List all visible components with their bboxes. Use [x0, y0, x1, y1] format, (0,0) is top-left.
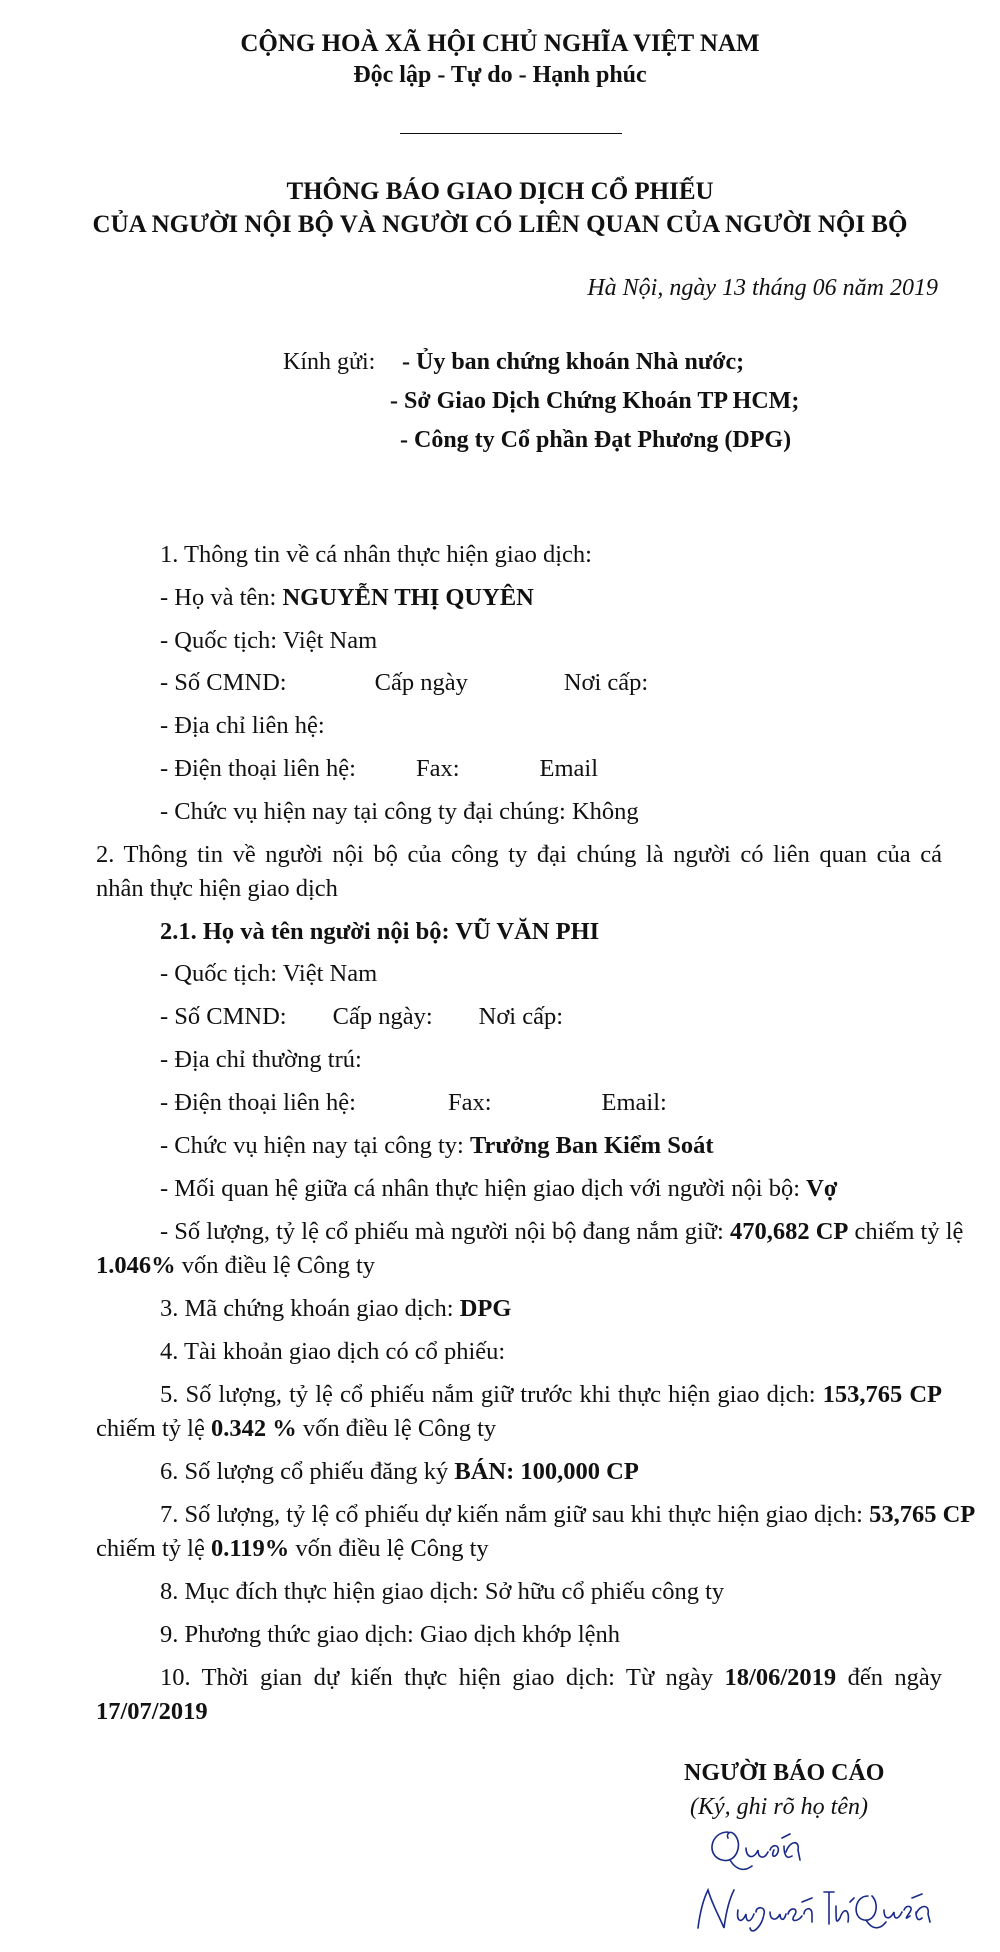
section2-relation-row: [160, 1172, 837, 1206]
register-value: BÁN: 100,000 CP: [454, 1458, 639, 1485]
before-ratio-label: chiếm tỷ lệ: [96, 1415, 211, 1442]
insider-name: VŨ VĂN PHI: [455, 918, 600, 945]
id-label: - Số CMND:: [160, 669, 287, 696]
section6-row: [160, 1455, 639, 1489]
email-label: Email:: [601, 1089, 667, 1116]
section10-line1: [160, 1661, 942, 1695]
section1-position: - Chức vụ hiện nay tại công ty đại chúng: Không: [160, 798, 639, 825]
section2-address: - Địa chỉ thường trú:: [160, 1046, 362, 1073]
document-title-line1: THÔNG BÁO GIAO DỊCH CỔ PHIẾU: [286, 178, 714, 205]
document-date: Hà Nội, ngày 13 tháng 06 năm 2019: [587, 275, 938, 301]
name-label: - Họ và tên:: [160, 584, 283, 611]
position-label: - Chức vụ hiện nay tại công ty:: [160, 1132, 470, 1159]
ticker-label: 3. Mã chứng khoán giao dịch:: [160, 1295, 460, 1322]
section9-row: 9. Phương thức giao dịch: Giao dịch khớp lệnh: [160, 1621, 621, 1648]
ticker-value: DPG: [459, 1295, 512, 1322]
period-to-label: đến ngày: [836, 1664, 942, 1691]
holding-suffix: vốn điều lệ Công ty: [175, 1252, 376, 1279]
after-label: 7. Số lượng, tỷ lệ cổ phiếu dự kiến nắm giữ sau khi thực hiện giao dịch:: [160, 1501, 870, 1528]
section2-contact-row: [160, 1086, 667, 1120]
section2-position-row: [160, 1129, 714, 1163]
section1-heading: 1. Thông tin về cá nhân thực hiện giao dịch:: [160, 541, 592, 568]
fax-label: Fax:: [415, 755, 460, 782]
national-title: CỘNG HOÀ XÃ HỘI CHỦ NGHĨA VIỆT NAM: [240, 30, 760, 57]
section1-contact-row: [160, 752, 598, 786]
period-start: 18/06/2019: [724, 1664, 837, 1691]
signature-title: NGƯỜI BÁO CÁO: [684, 1760, 885, 1786]
register-label: 6. Số lượng cổ phiếu đăng ký: [160, 1458, 455, 1485]
section2-id-row: [160, 1000, 563, 1034]
section7-line1: [160, 1498, 976, 1532]
before-suffix: vốn điều lệ Công ty: [296, 1415, 497, 1442]
section7-line2: [96, 1532, 489, 1566]
before-shares: 153,765 CP: [822, 1381, 942, 1408]
handwritten-signature-short: [700, 1820, 830, 1880]
holding-ratio-label: chiếm tỷ lệ: [848, 1218, 964, 1245]
section5-line2: [96, 1412, 496, 1446]
fax-label: Fax:: [447, 1089, 492, 1116]
section2-heading-line2: nhân thực hiện giao dịch: [96, 875, 338, 902]
section1-id-row: [160, 666, 648, 700]
relation-value: Vợ: [806, 1175, 838, 1202]
recipient-item: - Công ty Cổ phần Đạt Phương (DPG): [400, 427, 792, 453]
section3-row: [160, 1292, 511, 1326]
before-ratio: 0.342 %: [210, 1415, 297, 1442]
issue-date-label: Cấp ngày: [374, 669, 468, 696]
section5-line1: [160, 1378, 942, 1412]
relation-label: - Mối quan hệ giữa cá nhân thực hiện giao dịch với người nội bộ:: [160, 1175, 807, 1202]
recipients-label: Kính gửi:: [283, 349, 376, 375]
phone-label: - Điện thoại liên hệ:: [160, 755, 356, 782]
period-label: 10. Thời gian dự kiến thực hiện giao dịch: Từ ngày: [160, 1664, 725, 1691]
issue-place-label: Nơi cấp:: [478, 1003, 564, 1030]
recipient-item: - Ủy ban chứng khoán Nhà nước;: [402, 349, 745, 375]
header-divider: [400, 133, 622, 134]
after-ratio-label: chiếm tỷ lệ: [96, 1535, 211, 1562]
insider-row: [160, 915, 599, 949]
id-label: - Số CMND:: [160, 1003, 287, 1030]
holding-ratio: 1.046%: [96, 1252, 176, 1279]
name-value: NGUYỄN THỊ QUYÊN: [282, 584, 534, 611]
position-value: Trưởng Ban Kiểm Soát: [469, 1132, 714, 1159]
after-shares: 53,765 CP: [869, 1501, 976, 1528]
issue-date-label: Cấp ngày:: [332, 1003, 433, 1030]
section4-row: 4. Tài khoản giao dịch có cổ phiếu:: [160, 1338, 506, 1365]
before-label: 5. Số lượng, tỷ lệ cổ phiếu nắm giữ trước khi thực hiện giao dịch:: [160, 1381, 823, 1408]
signature-note: (Ký, ghi rõ họ tên): [690, 1794, 868, 1820]
recipient-item: - Sở Giao Dịch Chứng Khoán TP HCM;: [390, 388, 800, 414]
after-ratio: 0.119%: [210, 1535, 290, 1562]
period-end: 17/07/2019: [96, 1698, 208, 1725]
holding-line1: [160, 1215, 964, 1249]
holding-shares: 470,682 CP: [729, 1218, 849, 1245]
section1-address: - Địa chỉ liên hệ:: [160, 712, 325, 739]
section1-name-row: [160, 581, 534, 615]
email-label: Email: [539, 755, 599, 782]
national-motto: Độc lập - Tự do - Hạnh phúc: [353, 62, 647, 88]
after-suffix: vốn điều lệ Công ty: [289, 1535, 489, 1562]
section2-nationality: - Quốc tịch: Việt Nam: [160, 960, 378, 987]
holding-line2: [96, 1249, 375, 1283]
handwritten-signature-full: [690, 1878, 950, 1942]
insider-label: 2.1. Họ và tên người nội bộ:: [160, 918, 456, 945]
issue-place-label: Nơi cấp:: [563, 669, 649, 696]
document-title-line2: CỦA NGƯỜI NỘI BỘ VÀ NGƯỜI CÓ LIÊN QUAN CỦA NGƯỜI NỘI BỘ: [92, 211, 908, 238]
section8-row: 8. Mục đích thực hiện giao dịch: Sở hữu cổ phiếu công ty: [160, 1578, 725, 1605]
section1-nationality: - Quốc tịch: Việt Nam: [160, 627, 378, 654]
section2-heading-line1: 2. Thông tin về người nội bộ của công ty đại chúng là người có liên quan của cá: [96, 841, 942, 868]
phone-label: - Điện thoại liên hệ:: [160, 1089, 356, 1116]
holding-label: - Số lượng, tỷ lệ cổ phiếu mà người nội bộ đang nắm giữ:: [160, 1218, 730, 1245]
